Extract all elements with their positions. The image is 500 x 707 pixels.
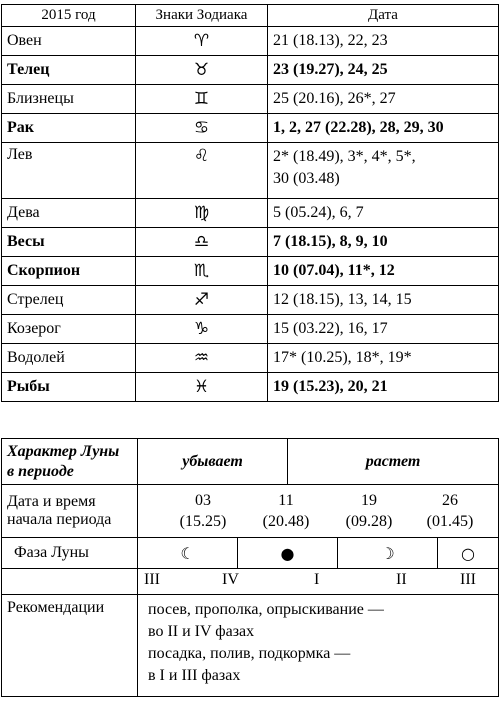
moon-phase-row xyxy=(2,538,499,569)
zodiac-body xyxy=(2,27,499,402)
first-quarter-moon-icon: ☽ xyxy=(380,543,395,563)
zodiac-dates xyxy=(268,143,499,199)
moon-quarter-numeral: II xyxy=(396,571,407,588)
waning-label: убывает xyxy=(138,439,288,485)
zodiac-dates: 23 (19.27), 24, 25 xyxy=(268,56,499,85)
recommendations-row xyxy=(2,595,499,697)
period-date: 11 xyxy=(278,492,294,509)
zodiac-sign-name: Весы xyxy=(2,228,136,257)
pisces-icon: ♓︎ xyxy=(193,377,210,397)
zodiac-dates: 19 (15.23), 20, 21 xyxy=(268,373,499,402)
zodiac-symbol-cell xyxy=(136,56,268,85)
moon-quarter-numeral: III xyxy=(460,571,476,588)
period-start xyxy=(173,490,233,532)
zodiac-sign-name: Скорпион xyxy=(2,257,136,286)
zodiac-row xyxy=(2,257,499,286)
period-date: 26 xyxy=(442,492,458,509)
zodiac-row xyxy=(2,344,499,373)
period-datetime-row xyxy=(2,485,499,538)
period-start xyxy=(420,490,480,532)
zodiac-dates: 10 (07.04), 11*, 12 xyxy=(268,257,499,286)
aquarius-icon: ♒︎ xyxy=(193,348,210,368)
quarter-cells xyxy=(138,569,499,595)
phase-cell-2 xyxy=(238,538,338,569)
date-header: Дата xyxy=(268,5,499,27)
moon-character-row xyxy=(2,439,499,485)
leo-icon: ♌︎ xyxy=(193,146,210,166)
sagittarius-icon: ♐︎ xyxy=(193,290,210,310)
zodiac-dates: 21 (18.13), 22, 23 xyxy=(268,27,499,56)
cancer-icon: ♋︎ xyxy=(193,118,210,138)
signs-header: Знаки Зодиака xyxy=(136,5,268,27)
moon-character-label xyxy=(2,439,138,485)
zodiac-row xyxy=(2,85,499,114)
zodiac-dates: 7 (18.15), 8, 9, 10 xyxy=(268,228,499,257)
moon-quarter-numeral: IV xyxy=(222,571,239,588)
zodiac-sign-name: Дева xyxy=(2,199,136,228)
zodiac-row xyxy=(2,286,499,315)
zodiac-symbol-cell xyxy=(136,257,268,286)
recommendation-line: посев, прополка, опрыскивание — xyxy=(148,601,384,618)
waxing-label: растет xyxy=(288,439,499,485)
phase-cell-3 xyxy=(338,538,438,569)
zodiac-sign-name: Лев xyxy=(2,143,136,199)
zodiac-dates: 17* (10.25), 18*, 19* xyxy=(268,344,499,373)
period-date: 03 xyxy=(195,492,211,509)
moon-table xyxy=(1,438,499,697)
zodiac-sign-name: Козерог xyxy=(2,315,136,344)
zodiac-dates-line: 30 (03.48) xyxy=(273,170,340,187)
period-datetime-cells xyxy=(138,485,499,538)
zodiac-row xyxy=(2,315,499,344)
zodiac-header-row xyxy=(2,5,499,27)
period-time: (20.48) xyxy=(262,513,310,530)
phase-cell-4 xyxy=(438,538,499,569)
zodiac-symbol-cell xyxy=(136,286,268,315)
zodiac-symbol-cell xyxy=(136,344,268,373)
recommendation-line: во II и IV фазах xyxy=(148,623,255,640)
period-datetime-label xyxy=(2,485,138,538)
period-datetime-label-line: Дата и время xyxy=(7,493,96,510)
zodiac-row xyxy=(2,27,499,56)
zodiac-symbol-cell xyxy=(136,315,268,344)
zodiac-sign-name: Овен xyxy=(2,27,136,56)
period-time: (15.25) xyxy=(179,513,227,530)
zodiac-symbol-cell xyxy=(136,228,268,257)
capricorn-icon: ♑︎ xyxy=(193,319,210,339)
zodiac-dates: 1, 2, 27 (22.28), 28, 29, 30 xyxy=(268,114,499,143)
zodiac-sign-name: Рыбы xyxy=(2,373,136,402)
period-date: 19 xyxy=(361,492,377,509)
zodiac-symbol-cell xyxy=(136,114,268,143)
last-quarter-moon-icon: ☾ xyxy=(180,543,195,563)
period-time: (01.45) xyxy=(426,513,474,530)
full-moon-icon: ○ xyxy=(461,543,476,563)
zodiac-dates: 12 (18.15), 13, 14, 15 xyxy=(268,286,499,315)
year-header: 2015 год xyxy=(2,5,136,27)
zodiac-sign-name: Водолей xyxy=(2,344,136,373)
zodiac-row xyxy=(2,114,499,143)
aries-icon: ♈︎ xyxy=(193,31,210,51)
moon-quarter-numeral: I xyxy=(314,571,320,588)
virgo-icon: ♍︎ xyxy=(193,203,210,223)
zodiac-dates: 5 (05.24), 6, 7 xyxy=(268,199,499,228)
zodiac-dates: 15 (03.22), 16, 17 xyxy=(268,315,499,344)
moon-quarter-row xyxy=(2,569,499,595)
period-datetime-label-line: начала периода xyxy=(7,511,112,528)
zodiac-row xyxy=(2,143,499,199)
period-time: (09.28) xyxy=(345,513,393,530)
zodiac-dates: 25 (20.16), 26*, 27 xyxy=(268,85,499,114)
zodiac-sign-name: Телец xyxy=(2,56,136,85)
moon-character-label-line: в периоде xyxy=(7,462,74,480)
zodiac-symbol-cell xyxy=(136,27,268,56)
period-start xyxy=(256,490,316,532)
zodiac-sign-name: Рак xyxy=(2,114,136,143)
zodiac-row xyxy=(2,373,499,402)
zodiac-row xyxy=(2,56,499,85)
new-moon-icon: ● xyxy=(280,543,295,563)
zodiac-symbol-cell xyxy=(136,143,268,199)
zodiac-table xyxy=(1,4,499,402)
libra-icon: ♎︎ xyxy=(193,232,210,252)
moon-phase-label: Фаза Луны xyxy=(2,538,138,569)
gemini-icon: ♊︎ xyxy=(193,89,210,109)
zodiac-symbol-cell xyxy=(136,85,268,114)
recommendation-line: в I и III фазах xyxy=(148,667,241,684)
recommendations-text xyxy=(138,595,499,697)
zodiac-row xyxy=(2,228,499,257)
zodiac-symbol-cell xyxy=(136,199,268,228)
moon-quarter-numeral: III xyxy=(144,571,160,588)
zodiac-dates-line: 2* (18.49), 3*, 4*, 5*, xyxy=(273,148,416,165)
scorpio-icon: ♏︎ xyxy=(193,261,210,281)
recommendation-line: посадка, полив, подкормка — xyxy=(148,645,351,662)
moon-character-label-line: Характер Луны xyxy=(7,442,120,460)
zodiac-sign-name: Стрелец xyxy=(2,286,136,315)
recommendations-label: Рекомендации xyxy=(2,595,138,697)
phase-cell-1 xyxy=(138,538,238,569)
zodiac-sign-name: Близнецы xyxy=(2,85,136,114)
zodiac-symbol-cell xyxy=(136,373,268,402)
quarter-row-spacer xyxy=(2,569,138,595)
zodiac-row xyxy=(2,199,499,228)
period-start xyxy=(339,490,399,532)
taurus-icon: ♉︎ xyxy=(193,60,210,80)
